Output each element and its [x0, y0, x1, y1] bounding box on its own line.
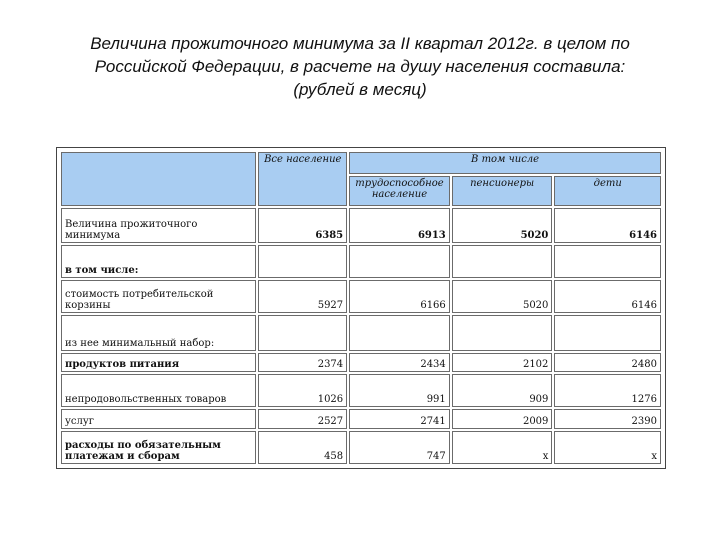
subsistence-table	[56, 147, 666, 469]
table-row	[61, 245, 661, 277]
header-corner	[61, 152, 256, 206]
cell-value: 6146	[554, 208, 661, 243]
row-label: в том числе:	[61, 245, 256, 277]
cell-value	[258, 315, 347, 350]
header-all-population: Все население	[258, 152, 347, 206]
cell-value: x	[452, 431, 553, 464]
cell-value	[349, 315, 450, 350]
cell-value	[349, 245, 450, 277]
page-title	[40, 32, 680, 101]
table-row	[61, 280, 661, 313]
cell-value: 909	[452, 374, 553, 407]
cell-value: 2390	[554, 409, 661, 428]
cell-value: 1026	[258, 374, 347, 407]
row-label: продуктов питания	[61, 353, 256, 372]
cell-value: 2374	[258, 353, 347, 372]
header-pensioners: пенсионеры	[452, 176, 553, 206]
cell-value: 6913	[349, 208, 450, 243]
cell-value: x	[554, 431, 661, 464]
row-label: Величина прожиточного минимума	[61, 208, 256, 243]
cell-value: 2527	[258, 409, 347, 428]
cell-value: 6385	[258, 208, 347, 243]
cell-value: 2741	[349, 409, 450, 428]
cell-value: 5020	[452, 208, 553, 243]
title-line-1: Величина прожиточного минимума за II квартал 2012г. в целом по	[90, 34, 630, 53]
cell-value: 5927	[258, 280, 347, 313]
cell-value	[452, 315, 553, 350]
table-row	[61, 431, 661, 464]
cell-value: 458	[258, 431, 347, 464]
cell-value: 6166	[349, 280, 450, 313]
title-line-2: Российской Федерации, в расчете на душу населения составила:	[94, 57, 626, 76]
table-row	[61, 353, 661, 372]
cell-value: 991	[349, 374, 450, 407]
cell-value: 2009	[452, 409, 553, 428]
cell-value: 1276	[554, 374, 661, 407]
row-label: из нее минимальный набор:	[61, 315, 256, 350]
title-line-3: (рублей в месяц)	[293, 80, 427, 99]
cell-value: 5020	[452, 280, 553, 313]
header-children: дети	[554, 176, 661, 206]
cell-value: 747	[349, 431, 450, 464]
row-label: непродовольственных товаров	[61, 374, 256, 407]
table-body	[61, 208, 661, 464]
cell-value	[554, 315, 661, 350]
cell-value: 6146	[554, 280, 661, 313]
row-label: стоимость потребительской корзины	[61, 280, 256, 313]
table-row	[61, 374, 661, 407]
row-label: расходы по обязательным платежам и сборам	[61, 431, 256, 464]
row-label: услуг	[61, 409, 256, 428]
table-row	[61, 409, 661, 428]
table-row	[61, 315, 661, 350]
cell-value: 2434	[349, 353, 450, 372]
cell-value	[554, 245, 661, 277]
header-including: В том числе	[349, 152, 661, 174]
cell-value	[452, 245, 553, 277]
cell-value	[258, 245, 347, 277]
table-row	[61, 208, 661, 243]
header-working-age: трудоспособное население	[349, 176, 450, 206]
cell-value: 2480	[554, 353, 661, 372]
cell-value: 2102	[452, 353, 553, 372]
